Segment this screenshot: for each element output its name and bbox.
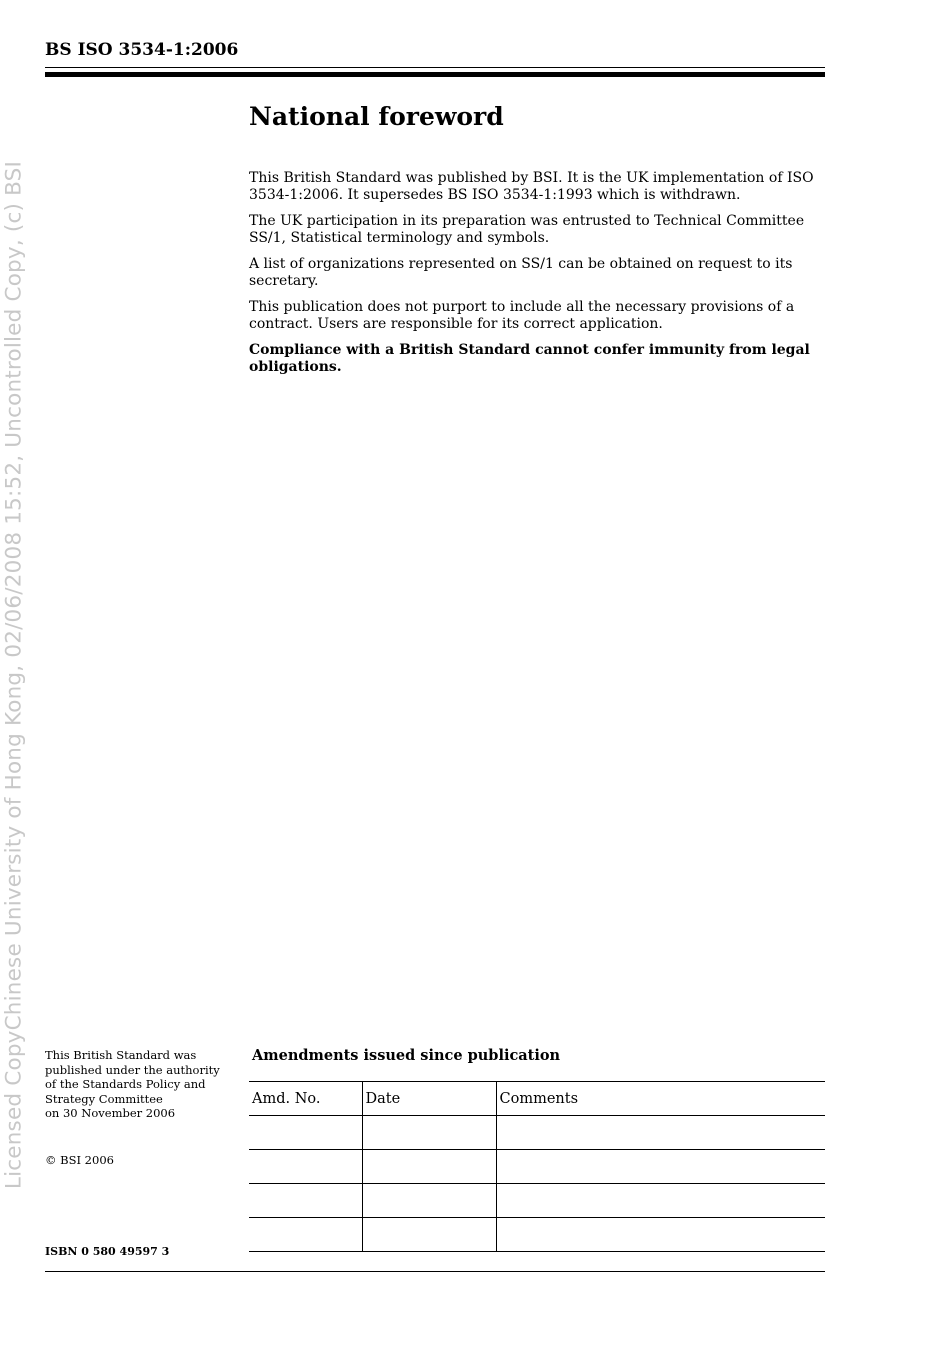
copyright-notice: © BSI 2006 [45, 1152, 114, 1167]
foreword-paragraph: A list of organizations represented on SS/1 can be obtained on request to its secretary. [249, 256, 793, 289]
column-header-comments: Comments [496, 1082, 825, 1116]
table-cell [362, 1150, 496, 1184]
publication-authority [45, 1048, 235, 1167]
licence-watermark [0, 0, 28, 1345]
authority-line: of the Standards Policy and [45, 1077, 206, 1091]
authority-line: Strategy Committee [45, 1091, 163, 1106]
amendments-table [249, 1081, 825, 1252]
table-cell [362, 1184, 496, 1218]
column-header-date: Date [362, 1082, 496, 1116]
table-cell [249, 1218, 362, 1252]
table-cell [496, 1184, 825, 1218]
table-row [249, 1116, 825, 1150]
compliance-note: Compliance with a British Standard cannot confer immunity from legal obligations. [249, 342, 810, 375]
column-header-amd-no: Amd. No. [249, 1082, 362, 1116]
header-rule-thin [45, 67, 825, 68]
table-cell [362, 1218, 496, 1252]
authority-line: on 30 November 2006 [45, 1106, 176, 1120]
table-header-row [249, 1082, 825, 1116]
amendments-section [249, 1047, 825, 1252]
table-cell [496, 1150, 825, 1184]
table-cell [496, 1218, 825, 1252]
foreword-paragraph: This publication does not purport to include all the necessary provisions of a contract. Users are responsible for its correct application. [249, 299, 795, 332]
table-cell [249, 1184, 362, 1218]
table-row [249, 1184, 825, 1218]
foreword-paragraph: The UK participation in its preparation was entrusted to Technical Committee SS/1, Statistical terminology and symbols. [249, 213, 805, 246]
header-rule-thick [45, 72, 825, 77]
national-foreword [249, 100, 825, 385]
page-title: National foreword [249, 102, 504, 131]
table-cell [249, 1116, 362, 1150]
authority-line: published under the authority [45, 1062, 220, 1077]
table-row [249, 1150, 825, 1184]
table-row [249, 1218, 825, 1252]
amendments-title: Amendments issued since publication [252, 1047, 561, 1064]
authority-line: This British Standard was [45, 1048, 197, 1062]
foreword-paragraph: This British Standard was published by BSI. It is the UK implementation of ISO 3534-1:2006. It supersedes BS ISO 3534-1:1993 which is withdrawn. [249, 170, 814, 203]
watermark-text: Licensed CopyChinese University of Hong Kong, 02/06/2008 15:52, Uncontrolled Copy, (c) BSI [1, 160, 27, 1190]
table-cell [496, 1116, 825, 1150]
table-cell [362, 1116, 496, 1150]
table-cell [249, 1150, 362, 1184]
isbn: ISBN 0 580 49597 3 [45, 1245, 170, 1258]
footer-rule [45, 1271, 825, 1272]
document-code: BS ISO 3534-1:2006 [45, 40, 239, 60]
